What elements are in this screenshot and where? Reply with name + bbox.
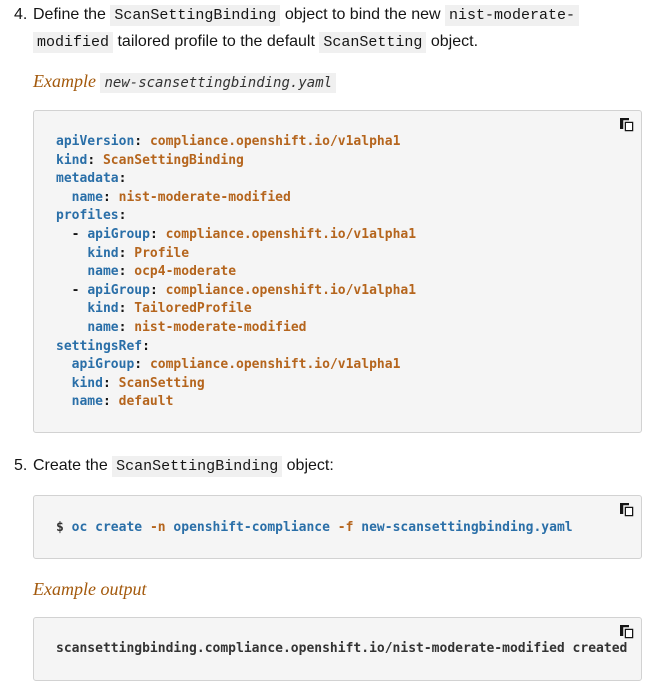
command-code-block (33, 495, 642, 559)
copy-icon[interactable] (619, 117, 635, 133)
example-caption: Example new-scansettingbinding.yaml (33, 71, 336, 92)
output-code-block (33, 617, 642, 681)
inline-code: ScanSetting (319, 32, 426, 53)
inline-code: nist-moderate- (445, 5, 579, 26)
yaml-code-block (33, 110, 642, 433)
example-output-caption: Example output (33, 579, 147, 599)
copy-icon[interactable] (619, 502, 635, 518)
step-number: 4. (14, 6, 28, 23)
copy-icon[interactable] (619, 624, 635, 640)
step-number: 5. (14, 457, 28, 474)
inline-code: ScanSettingBinding (112, 456, 282, 477)
inline-code: modified (33, 32, 113, 53)
step-text: Create the ScanSettingBinding object: (33, 457, 334, 475)
inline-code: ScanSettingBinding (110, 5, 280, 26)
example-filename: new-scansettingbinding.yaml (100, 73, 336, 93)
step-text: Define the ScanSettingBinding object to bind the new nist-moderate- modified tailored profile to the default ScanSetting object. (33, 2, 633, 56)
yaml-code: apiVersion: compliance.openshift.io/v1alpha1 kind: ScanSettingBinding metadata: name: nist-moderate-modified profiles: - apiGroup: compliance.openshift.io/v1alpha1 kind: Profile name: ocp4-moderate - apiGroup: compliance.openshift.io/v1alpha1 kind: TailoredProfile name: nist-moderate-modified settingsRef: apiGroup: compliance.openshift.io/v1alpha1 kind: ScanSetting name: default (56, 134, 417, 410)
command-code: $ oc create -n openshift-compliance -f new-scansettingbinding.yaml (56, 520, 573, 535)
output-code: scansettingbinding.compliance.openshift.io/nist-moderate-modified created (56, 641, 628, 656)
